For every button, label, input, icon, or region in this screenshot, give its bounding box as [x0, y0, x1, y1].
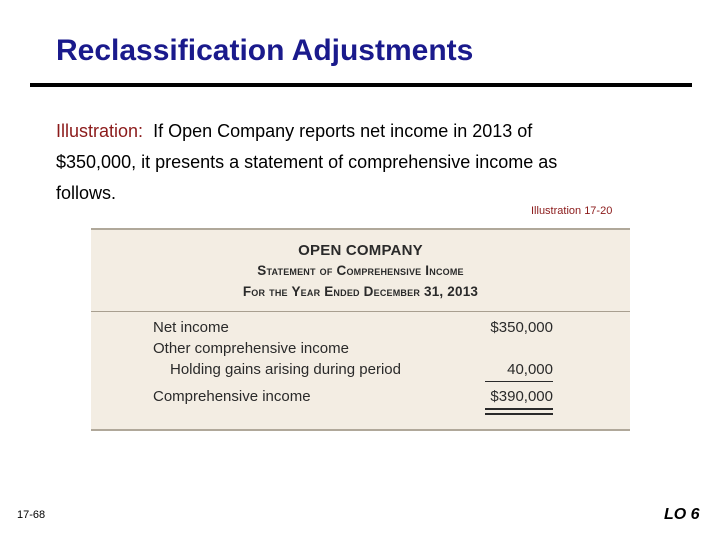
- slide-number: 17-68: [17, 509, 46, 521]
- intro-text-line-3: follows.: [56, 183, 117, 203]
- row-label: Comprehensive income: [153, 388, 311, 405]
- row-label: Holding gains arising during period: [170, 361, 401, 378]
- illustration-reference: Illustration 17-20: [531, 205, 613, 217]
- total-double-underline-bottom: [485, 413, 553, 415]
- comprehensive-income-statement: [91, 228, 630, 431]
- row-amount: $350,000: [490, 319, 553, 336]
- slide-title: Reclassification Adjustments: [56, 34, 474, 67]
- intro-lead: Illustration:: [56, 121, 144, 141]
- total-double-underline-top: [485, 408, 553, 410]
- subtotal-underline: [485, 381, 553, 382]
- statement-name: Statement of Comprehensive Income: [257, 263, 464, 278]
- statement-header-divider: [91, 311, 630, 312]
- row-label: Net income: [153, 319, 229, 336]
- learning-objective: LO 6: [664, 506, 700, 523]
- row-amount: 40,000: [507, 361, 553, 378]
- row-amount: $390,000: [490, 388, 553, 405]
- intro-paragraph: [56, 116, 636, 209]
- title-divider: [30, 83, 692, 87]
- statement-period: For the Year Ended December 31, 2013: [242, 284, 479, 299]
- statement-company: OPEN COMPANY: [298, 242, 423, 259]
- row-label: Other comprehensive income: [153, 340, 349, 357]
- intro-text-line-2: $350,000, it presents a statement of comprehensive income as: [56, 152, 558, 172]
- intro-text-line-1: If Open Company reports net income in 2013 of: [153, 121, 533, 141]
